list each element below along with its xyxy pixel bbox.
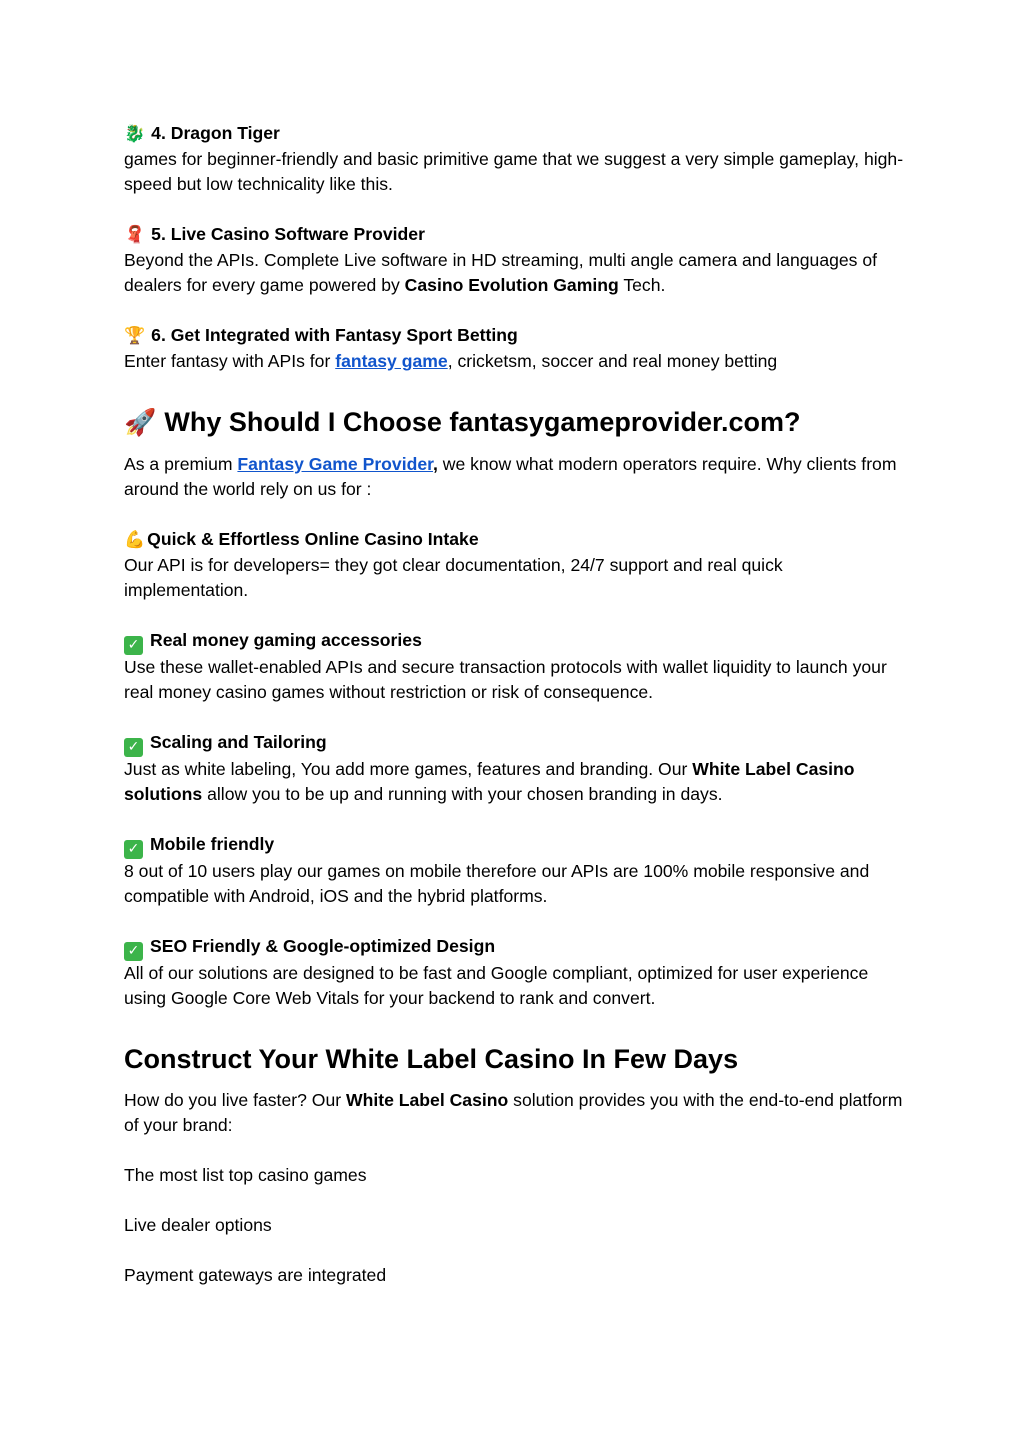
fantasy-game-provider-link[interactable]: Fantasy Game Provider [237, 454, 433, 474]
fantasy-sport-section [124, 323, 904, 374]
feature-seo-title [124, 934, 904, 961]
feature-real-money-title-text: Real money gaming accessories [150, 630, 422, 650]
fantasy-sport-body [124, 349, 904, 374]
feature-scaling-title-text: Scaling and Tailoring [150, 732, 327, 752]
feature-seo-title-text: SEO Friendly & Google-optimized Design [150, 936, 496, 956]
fantasy-game-link[interactable]: fantasy game [335, 351, 448, 371]
dragon-tiger-title [124, 121, 904, 147]
fantasy-sport-body-end: , cricketsm, soccer and real money betting [447, 351, 778, 371]
feature-seo [124, 934, 904, 1011]
check-mark-icon: ✓ [124, 738, 143, 757]
trophy-icon: 🏆 [124, 326, 146, 346]
feature-mobile-title [124, 832, 904, 859]
feature-scaling-body-end: allow you to be up and running with your chosen branding in days. [202, 784, 723, 804]
feature-quick-intake-title-text: Quick & Effortless Online Casino Intake [147, 529, 479, 549]
construct-intro-end: solution provides you with the end-to-end platform of your brand: [124, 1090, 903, 1135]
feature-seo-body: All of our solutions are designed to be fast and Google compliant, optimized for user experience using Google Core Web Vitals for your backend to rank and convert. [124, 963, 869, 1008]
feature-scaling-title [124, 730, 904, 757]
construct-intro-bold: White Label Casino [345, 1090, 509, 1110]
construct-intro [124, 1088, 904, 1138]
why-choose-intro [124, 452, 904, 502]
live-casino-section [124, 222, 904, 298]
feature-real-money [124, 628, 904, 705]
dragon-tiger-title-text: 4. Dragon Tiger [151, 123, 280, 143]
feature-scaling-body [124, 757, 904, 807]
live-casino-body-end: Tech. [618, 275, 666, 295]
construct-intro-text: How do you live faster? Our [124, 1090, 346, 1110]
check-mark-icon: ✓ [124, 636, 143, 655]
dragon-tiger-section [124, 121, 904, 197]
feature-scaling [124, 730, 904, 807]
fantasy-sport-title [124, 323, 904, 349]
feature-quick-intake-title [124, 527, 904, 553]
why-choose-intro-comma: , [433, 454, 438, 474]
dragon-icon: 🐉 [124, 124, 146, 144]
why-choose-intro-end: we know what modern operators require. Why clients from around the world rely on us for : [124, 454, 897, 499]
live-casino-title [124, 222, 904, 248]
why-choose-heading-text: Why Should I Choose fantasygameprovider.com? [164, 407, 801, 437]
live-casino-body [124, 248, 904, 298]
live-casino-body-bold: Casino Evolution Gaming [404, 275, 619, 295]
live-casino-body-text: Beyond the APIs. Complete Live software in HD streaming, multi angle camera and languages of dealers for every game powered by [124, 250, 878, 295]
scarf-icon: 🧣 [124, 225, 146, 245]
dragon-tiger-body: games for beginner-friendly and basic primitive game that we suggest a very simple gameplay, high-speed but low technicality like this. [124, 149, 904, 194]
construct-item: The most list top casino games [124, 1165, 367, 1185]
construct-item: Payment gateways are integrated [124, 1265, 387, 1285]
feature-mobile [124, 832, 904, 909]
feature-quick-intake [124, 527, 904, 603]
check-mark-icon: ✓ [124, 840, 143, 859]
live-casino-title-text: 5. Live Casino Software Provider [151, 224, 425, 244]
why-choose-heading [124, 405, 904, 440]
feature-real-money-body: Use these wallet-enabled APIs and secure transaction protocols with wallet liquidity to launch your real money casino games without restriction or risk of consequence. [124, 657, 887, 702]
rocket-icon: 🚀 [124, 408, 157, 438]
document-page [124, 121, 904, 1288]
feature-real-money-title [124, 628, 904, 655]
feature-mobile-title-text: Mobile friendly [150, 834, 275, 854]
fantasy-sport-title-text: 6. Get Integrated with Fantasy Sport Betting [151, 325, 518, 345]
construct-item: Live dealer options [124, 1215, 272, 1235]
fantasy-sport-body-text: Enter fantasy with APIs for [124, 351, 336, 371]
flexed-biceps-icon: 💪 [124, 530, 146, 550]
feature-scaling-body-bold: White Label Casino solutions [124, 759, 855, 804]
check-mark-icon: ✓ [124, 942, 143, 961]
feature-scaling-body-text: Just as white labeling, You add more games, features and branding. Our [124, 759, 693, 779]
feature-quick-intake-body: Our API is for developers= they got clear documentation, 24/7 support and real quick implementation. [124, 555, 783, 600]
why-choose-intro-text: As a premium [124, 454, 238, 474]
feature-mobile-body: 8 out of 10 users play our games on mobile therefore our APIs are 100% mobile responsive and compatible with Android, iOS and the hybrid platforms. [124, 861, 870, 906]
construct-heading: Construct Your White Label Casino In Few Days [124, 1044, 739, 1074]
